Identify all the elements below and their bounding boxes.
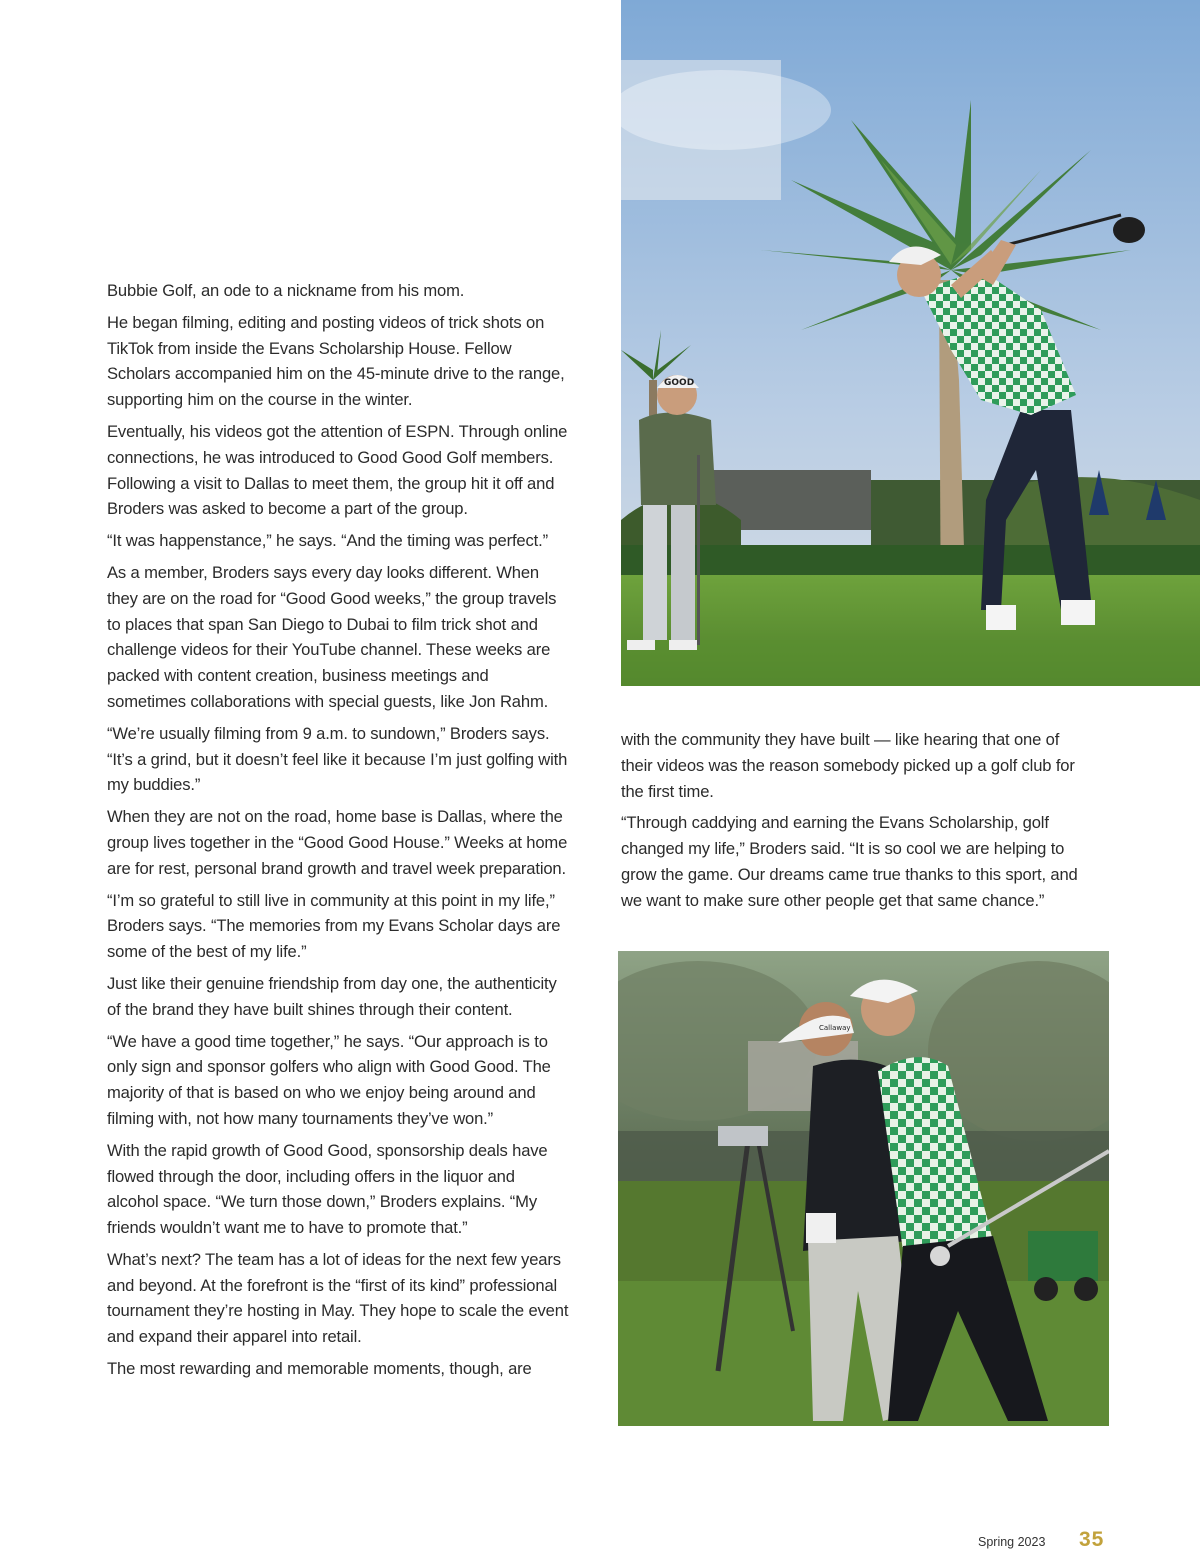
paragraph: with the community they have built — like hearing that one of their videos was the reason somebody picked up a golf club for the first time. bbox=[621, 730, 1075, 801]
paragraph: When they are not on the road, home base is Dallas, where the group lives together in the “Good Good House.” Weeks at home are for rest, personal brand growth and travel week preparation. bbox=[107, 807, 568, 878]
paragraph: “I’m so grateful to still live in community at this point in my life,” Broders says. “The memories from my Evans Scholar days are some of the best of my life.” bbox=[107, 890, 561, 962]
article-column-left bbox=[107, 278, 569, 1388]
paragraph: As a member, Broders says every day looks different. When they are on the road for “Good Good weeks,” the group travels to places that span San Diego to Dubai to film trick shot and challenge videos for their YouTube channel. These weeks are packed with content creation, business meetings and sometimes collaborations with special guests, like Jon Rahm. bbox=[107, 562, 557, 711]
cap-logo: GOOD bbox=[664, 378, 695, 388]
golfers-walking-photo bbox=[618, 951, 1109, 1426]
article-column-right bbox=[621, 727, 1091, 920]
paragraph: What’s next? The team has a lot of ideas for the next few years and beyond. At the forefront is the “first of its kind” professional tournament they’re hosting in May. They hope to scale the event and expand their apparel into retail. bbox=[107, 1249, 569, 1347]
golfers-walking-illustration bbox=[618, 951, 1109, 1426]
cap-logo: Callaway bbox=[819, 1024, 851, 1032]
paragraph: He began filming, editing and posting videos of trick shots on TikTok from inside the Evans Scholarship House. Fellow Scholars accompanied him on the 45-minute drive to the range, supporting him on the course in the winter. bbox=[107, 312, 565, 410]
golfer-swing-illustration bbox=[621, 0, 1200, 686]
paragraph: “It was happenstance,” he says. “And the timing was perfect.” bbox=[107, 531, 548, 551]
paragraph: “We have a good time together,” he says. “Our approach is to only sign and sponsor golfers who align with Good Good. The majority of that is based on who we enjoy being around and filming with, not how many tournaments they’ve won.” bbox=[107, 1031, 551, 1128]
paragraph: The most rewarding and memorable moments, though, are bbox=[107, 1359, 532, 1379]
paragraph: “We’re usually filming from 9 a.m. to sundown,” Broders says. “It’s a grind, but it doesn’t feel like it because I’m just golfing with my buddies.” bbox=[107, 723, 568, 795]
page-number: 35 bbox=[1079, 1528, 1105, 1551]
paragraph: “Through caddying and earning the Evans Scholarship, golf changed my life,” Broders said. “It is so cool we are helping to grow the game. Our dreams came true thanks to this sport, and we want to make sure other people get that same chance.” bbox=[621, 813, 1078, 910]
paragraph: Just like their genuine friendship from day one, the authenticity of the brand they have built shines through their content. bbox=[107, 973, 557, 1019]
paragraph: With the rapid growth of Good Good, sponsorship deals have flowed through the door, including offers in the liquor and alcohol space. “We turn those down,” Broders explains. “My friends wouldn’t want me to have to promote that.” bbox=[107, 1140, 548, 1238]
issue-season: Spring 2023 bbox=[978, 1535, 1046, 1549]
paragraph: Bubbie Golf, an ode to a nickname from his mom. bbox=[107, 281, 465, 300]
golfer-swing-photo bbox=[621, 0, 1200, 686]
paragraph: Eventually, his videos got the attention of ESPN. Through online connections, he was introduced to Good Good Golf members. Following a visit to Dallas to meet them, the group hit it off and Broders was asked to become a part of the group. bbox=[107, 421, 568, 519]
